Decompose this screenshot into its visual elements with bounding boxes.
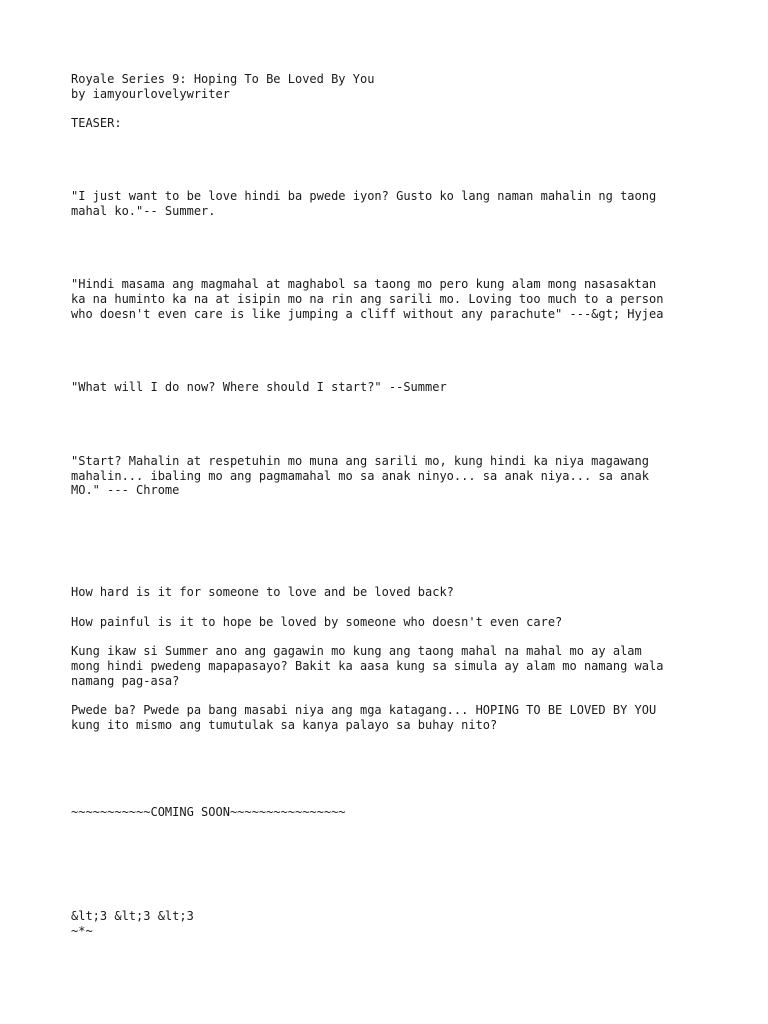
blurb-line: How painful is it to hope be loved by someone who doesn't even care? <box>71 615 563 629</box>
blurb-line: How hard is it for someone to love and be loved back? <box>71 585 454 599</box>
section-heading: TEASER: <box>71 116 122 130</box>
quote-line: "What will I do now? Where should I start?" --Summer <box>71 380 447 394</box>
quote-line: "Start? Mahalin at respetuhin mo muna ang sarili mo, kung hindi ka niya magawang <box>71 454 649 468</box>
coming-soon-banner: ~~~~~~~~~~~COMING SOON~~~~~~~~~~~~~~~~ <box>71 805 346 819</box>
story-title: Royale Series 9: Hoping To Be Loved By You <box>71 72 375 86</box>
quote-line: MO." --- Chrome <box>71 483 180 497</box>
blurb-line: namang pag-asa? <box>71 674 180 688</box>
hearts-line: &lt;3 &lt;3 &lt;3 <box>71 909 194 923</box>
signoff-line: ~*~ <box>71 924 93 938</box>
author-byline: by iamyourlovelywriter <box>71 87 230 101</box>
blurb-line: Kung ikaw si Summer ano ang gagawin mo kung ang taong mahal na mahal mo ay alam <box>71 644 642 658</box>
blurb-line: Pwede ba? Pwede pa bang masabi niya ang mga katagang... HOPING TO BE LOVED BY YOU <box>71 703 657 717</box>
quote-line: mahalin... ibaling mo ang pagmamahal mo sa anak ninyo... sa anak niya... sa anak <box>71 469 649 483</box>
quote-line: mahal ko."-- Summer. <box>71 204 216 218</box>
quote-line: who doesn't even care is like jumping a cliff without any parachute" ---&gt; Hyjea <box>71 307 664 321</box>
quote-line: ka na huminto ka na at isipin mo na rin ang sarili mo. Loving too much to a person <box>71 292 664 306</box>
quote-line: "I just want to be love hindi ba pwede iyon? Gusto ko lang naman mahalin ng taong <box>71 189 657 203</box>
blurb-line: kung ito mismo ang tumutulak sa kanya palayo sa buhay nito? <box>71 718 498 732</box>
quote-line: "Hindi masama ang magmahal at maghabol sa taong mo pero kung alam mong nasasaktan <box>71 277 657 291</box>
blurb-line: mong hindi pwedeng mapapasayo? Bakit ka aasa kung sa simula ay alam mo namang wala <box>71 659 664 673</box>
